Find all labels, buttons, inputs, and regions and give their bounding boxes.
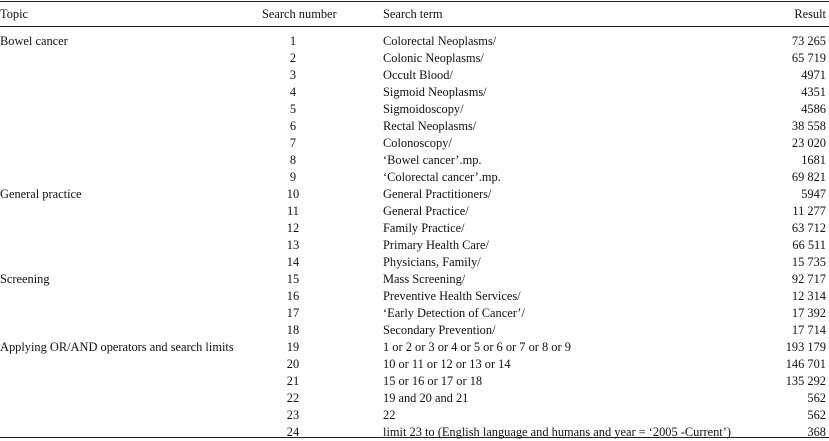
search-number-cell: 24 [286,425,300,439]
table-row [0,288,829,305]
search-term-cell: Mass Screening/ [383,272,466,286]
result-cell: 17 392 [791,306,826,320]
table-row [0,33,829,50]
topic-cell: Bowel cancer [0,34,68,48]
topic-cell: Screening [0,272,50,286]
search-number-cell: 17 [286,306,300,320]
header-search-number: Search number [262,7,337,21]
table-row [0,84,829,101]
search-number-cell: 5 [289,102,297,116]
search-term-cell: 22 [383,408,396,422]
search-term-cell: Occult Blood/ [383,68,453,82]
search-term-cell: General Practitioners/ [383,187,492,201]
search-number-cell: 12 [286,221,300,235]
result-cell: 146 701 [785,357,826,371]
search-number-cell: 19 [286,340,300,354]
search-number-cell: 9 [289,170,297,184]
result-cell: 69 821 [791,170,826,184]
result-cell: 15 735 [791,255,826,269]
result-cell: 38 558 [791,119,826,133]
result-cell: 193 179 [785,340,826,354]
search-term-cell: limit 23 to (English language and humans and year = ‘2005 -Current’) [383,425,731,439]
search-number-cell: 2 [289,51,297,65]
search-number-cell: 8 [289,153,297,167]
search-number-cell: 22 [286,391,300,405]
result-cell: 92 717 [791,272,826,286]
search-number-cell: 23 [286,408,300,422]
table-row [0,237,829,254]
table-row [0,373,829,390]
table-row [0,67,829,84]
search-term-cell: Primary Health Care/ [383,238,489,252]
search-term-cell: Preventive Health Services/ [383,289,521,303]
search-term-cell: ‘Bowel cancer’.mp. [383,153,482,167]
search-term-cell: Sigmoid Neoplasms/ [383,85,487,99]
table-row [0,203,829,220]
table-row [0,101,829,118]
search-number-cell: 14 [286,255,300,269]
search-term-cell: ‘Early Detection of Cancer’/ [383,306,525,320]
result-cell: 368 [807,425,826,439]
header-row [0,6,829,23]
result-cell: 562 [807,391,826,405]
search-number-cell: 13 [286,238,300,252]
topic-cell: Applying OR/AND operators and search limits [0,340,234,354]
table-row [0,339,829,356]
search-number-cell: 18 [286,323,300,337]
search-number-cell: 3 [289,68,297,82]
result-cell: 65 719 [791,51,826,65]
search-number-cell: 21 [286,374,300,388]
table-row [0,118,829,135]
table-row [0,305,829,322]
header-rule [0,26,829,27]
result-cell: 1681 [801,153,826,167]
topic-cell: General practice [0,187,82,201]
search-number-cell: 20 [286,357,300,371]
search-term-cell: Sigmoidoscopy/ [383,102,464,116]
search-term-cell: Family Practice/ [383,221,465,235]
search-term-cell: Colonic Neoplasms/ [383,51,484,65]
result-cell: 135 292 [785,374,826,388]
table-row [0,186,829,203]
result-cell: 11 277 [792,204,826,218]
search-term-cell: 19 and 20 and 21 [383,391,469,405]
table-row [0,271,829,288]
search-number-cell: 10 [286,187,300,201]
search-number-cell: 16 [286,289,300,303]
search-term-cell: 15 or 16 or 17 or 18 [383,374,483,388]
table-row [0,169,829,186]
search-term-cell: General Practice/ [383,204,469,218]
search-term-cell: 1 or 2 or 3 or 4 or 5 or 6 or 7 or 8 or 9 [383,340,571,354]
result-cell: 5947 [801,187,826,201]
table-row [0,424,829,441]
result-cell: 4351 [801,85,826,99]
result-cell: 17 714 [791,323,826,337]
header-search-term: Search term [383,7,443,21]
table-row [0,356,829,373]
table-row [0,50,829,67]
table-row [0,322,829,339]
result-cell: 4971 [801,68,826,82]
search-term-cell: Secondary Prevention/ [383,323,496,337]
search-term-cell: Colorectal Neoplasms/ [383,34,497,48]
search-number-cell: 7 [289,136,297,150]
bottom-rule [0,437,829,438]
result-cell: 73 265 [791,34,826,48]
table-row [0,407,829,424]
result-cell: 66 511 [792,238,826,252]
table-row [0,152,829,169]
result-cell: 4586 [801,102,826,116]
table-row [0,135,829,152]
search-term-cell: Physicians, Family/ [383,255,481,269]
search-number-cell: 1 [289,34,297,48]
top-rule [0,1,829,2]
search-number-cell: 11 [287,204,299,218]
search-number-cell: 15 [286,272,300,286]
search-term-cell: 10 or 11 or 12 or 13 or 14 [383,357,511,371]
header-result: Result [794,7,826,21]
header-topic: Topic [0,7,29,21]
result-cell: 562 [807,408,826,422]
result-cell: 63 712 [791,221,826,235]
result-cell: 23 020 [791,136,826,150]
search-number-cell: 4 [289,85,297,99]
search-number-cell: 6 [289,119,297,133]
table-row [0,254,829,271]
search-term-cell: Colonoscopy/ [383,136,452,150]
search-term-cell: ‘Colorectal cancer’.mp. [383,170,501,184]
table-row [0,220,829,237]
table-row [0,390,829,407]
result-cell: 12 314 [791,289,826,303]
search-term-cell: Rectal Neoplasms/ [383,119,477,133]
